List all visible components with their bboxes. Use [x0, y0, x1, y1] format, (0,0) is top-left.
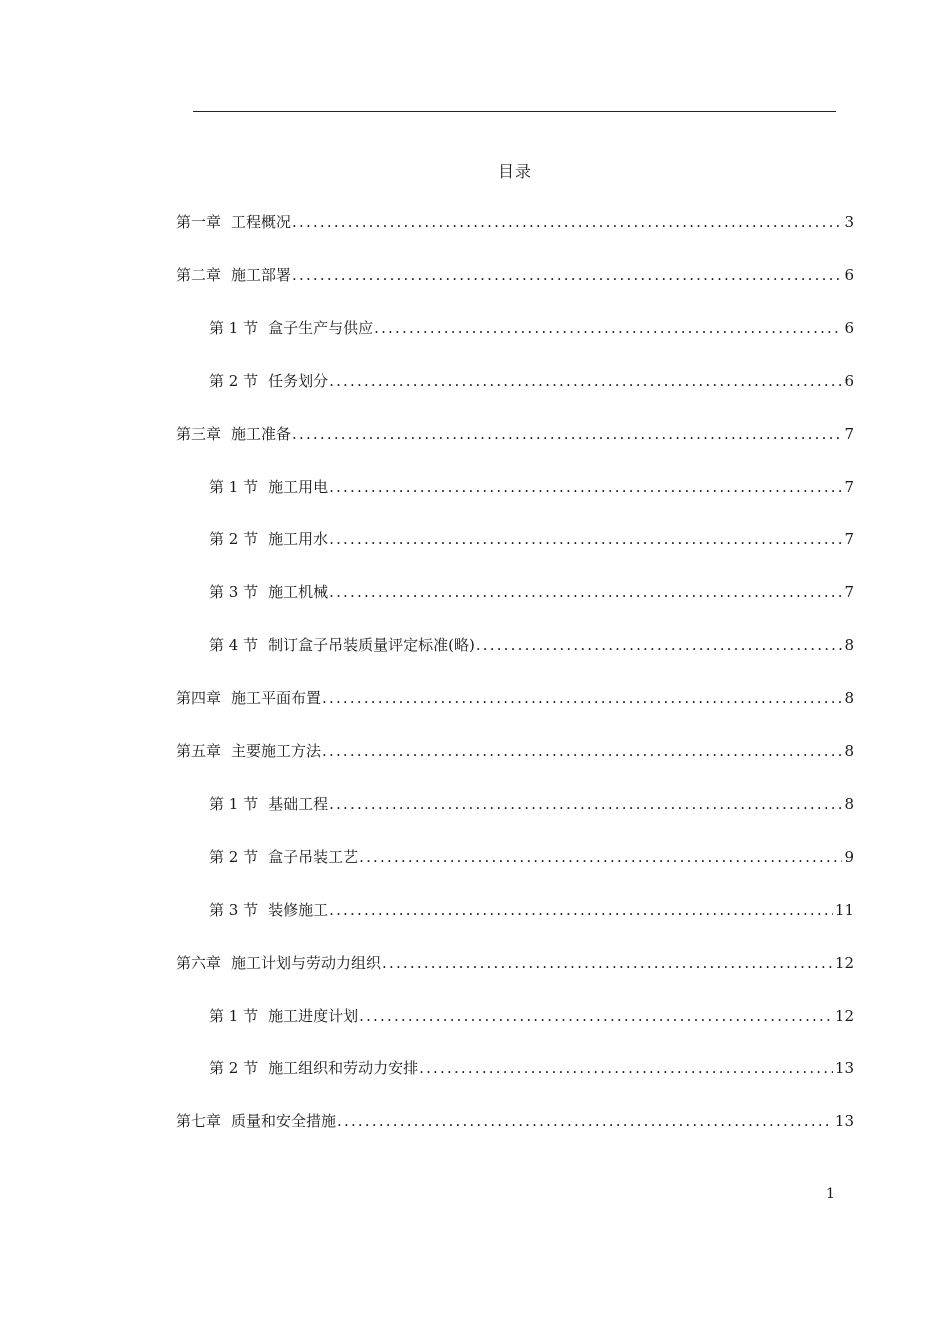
- toc-entry-title: 基础工程: [268, 795, 329, 813]
- toc-entry-label: [176, 265, 291, 285]
- toc-dot-leader: [374, 318, 842, 338]
- toc-entry-number: 第五章: [176, 742, 222, 760]
- toc-entry[interactable]: [176, 1111, 854, 1131]
- toc-entry-page: 8: [844, 636, 854, 654]
- toc-dot-leader: [337, 1111, 833, 1131]
- toc-entry-number: 第一章: [176, 213, 222, 231]
- toc-entry-page: 8: [844, 795, 854, 813]
- toc-entry-page: 8: [844, 742, 854, 760]
- toc-entry-page: 3: [844, 213, 854, 231]
- toc-entry-title: 施工平面布置: [231, 689, 322, 707]
- toc-entry-label: [209, 1058, 418, 1078]
- toc-entry-label: [209, 1006, 358, 1026]
- toc-entry-number: 第 4 节: [209, 636, 259, 654]
- toc-entry-page: 6: [844, 319, 854, 337]
- toc-dot-leader: [329, 529, 842, 549]
- toc-entry-page: 12: [834, 954, 854, 972]
- toc-dot-leader: [292, 265, 842, 285]
- toc-dot-leader: [419, 1058, 833, 1078]
- toc-entry-page: 6: [844, 372, 854, 390]
- toc-entry-title: 施工组织和劳动力安排: [268, 1059, 419, 1077]
- toc-entry-number: 第 3 节: [209, 901, 259, 919]
- toc-entry-page: 12: [834, 1007, 854, 1025]
- toc-entry-page: 7: [844, 583, 854, 601]
- toc-entry-title: 装修施工: [268, 901, 329, 919]
- toc-entry-label: [176, 741, 321, 761]
- toc-entry-title: 施工计划与劳动力组织: [231, 954, 382, 972]
- toc-entry[interactable]: [209, 900, 854, 920]
- toc-entry-label: [209, 371, 328, 391]
- toc-dot-leader: [329, 900, 833, 920]
- toc-entry[interactable]: [209, 847, 854, 867]
- toc-entry-number: 第二章: [176, 266, 222, 284]
- toc-entry[interactable]: [209, 318, 854, 338]
- toc-entry[interactable]: [176, 212, 854, 232]
- toc-entry-title: 施工用水: [268, 530, 329, 548]
- toc-entry[interactable]: [209, 1006, 854, 1026]
- toc-entry-number: 第 1 节: [209, 795, 259, 813]
- toc-entry-number: 第 2 节: [209, 372, 259, 390]
- toc-entry[interactable]: [209, 635, 854, 655]
- toc-entry-page: 9: [844, 848, 854, 866]
- toc-entry-title: 质量和安全措施: [231, 1112, 337, 1130]
- toc-dot-leader: [329, 371, 842, 391]
- toc-dot-leader: [359, 847, 842, 867]
- toc-entry-number: 第 3 节: [209, 583, 259, 601]
- toc-dot-leader: [329, 477, 842, 497]
- toc-entry[interactable]: [176, 741, 854, 761]
- toc-entry-label: [176, 424, 291, 444]
- toc-dot-leader: [329, 582, 842, 602]
- toc-entry-number: 第七章: [176, 1112, 222, 1130]
- toc-entry-title: 主要施工方法: [231, 742, 322, 760]
- toc-entry[interactable]: [209, 529, 854, 549]
- toc-entry-page: 7: [844, 478, 854, 496]
- toc-entry[interactable]: [176, 265, 854, 285]
- toc-entry-label: [209, 635, 475, 655]
- toc-entry-title: 施工用电: [268, 478, 329, 496]
- toc-entry[interactable]: [209, 371, 854, 391]
- toc-entry-number: 第四章: [176, 689, 222, 707]
- toc-entry-label: [209, 318, 373, 338]
- toc-entry[interactable]: [209, 794, 854, 814]
- toc-dot-leader: [292, 212, 842, 232]
- toc-dot-leader: [382, 953, 833, 973]
- toc-entry-label: [176, 212, 291, 232]
- toc-dot-leader: [359, 1006, 833, 1026]
- toc-entry-title: 任务划分: [268, 372, 329, 390]
- toc-entry-title: 盒子吊装工艺: [268, 848, 359, 866]
- toc-entry-label: [209, 900, 328, 920]
- toc-entry-label: [209, 847, 358, 867]
- toc-dot-leader: [322, 741, 842, 761]
- toc-entry-label: [209, 529, 328, 549]
- toc-entry-title: 施工进度计划: [268, 1007, 359, 1025]
- toc-entry-label: [209, 794, 328, 814]
- toc-entry[interactable]: [209, 582, 854, 602]
- toc-entry[interactable]: [209, 477, 854, 497]
- toc-dot-leader: [329, 794, 842, 814]
- toc-entry-title: 制订盒子吊装质量评定标准(略): [268, 636, 475, 654]
- toc-entry-label: [176, 1111, 336, 1131]
- toc-entry-title: 施工机械: [268, 583, 329, 601]
- toc-entry-label: [176, 953, 381, 973]
- toc-entry-number: 第 2 节: [209, 1059, 259, 1077]
- toc-entry-page: 13: [834, 1059, 854, 1077]
- toc-dot-leader: [476, 635, 843, 655]
- toc-dot-leader: [292, 424, 842, 444]
- toc-entry-number: 第六章: [176, 954, 222, 972]
- toc-entry-page: 13: [834, 1112, 854, 1130]
- toc-entry-number: 第 1 节: [209, 478, 259, 496]
- toc-dot-leader: [322, 688, 842, 708]
- toc-entry-page: 7: [844, 530, 854, 548]
- toc-entry[interactable]: [209, 1058, 854, 1078]
- toc-entry-label: [176, 688, 321, 708]
- toc-entry-number: 第三章: [176, 425, 222, 443]
- toc-entry[interactable]: [176, 953, 854, 973]
- toc-entry-page: 7: [844, 425, 854, 443]
- toc-entry-number: 第 1 节: [209, 319, 259, 337]
- toc-entry-page: 8: [844, 689, 854, 707]
- toc-entry-title: 工程概况: [231, 213, 292, 231]
- toc-entry-title: 施工部署: [231, 266, 292, 284]
- toc-entry[interactable]: [176, 688, 854, 708]
- toc-entry-page: 6: [844, 266, 854, 284]
- toc-entry-number: 第 2 节: [209, 848, 259, 866]
- toc-entry-number: 第 2 节: [209, 530, 259, 548]
- toc-entry[interactable]: [176, 424, 854, 444]
- toc-entry-title: 施工准备: [231, 425, 292, 443]
- toc-entry-label: [209, 582, 328, 602]
- toc-entry-page: 11: [834, 901, 854, 919]
- toc-entry-title: 盒子生产与供应: [268, 319, 374, 337]
- page-number: 1: [826, 1186, 835, 1202]
- toc-entry-number: 第 1 节: [209, 1007, 259, 1025]
- toc-title: 目录: [497, 162, 532, 181]
- toc-entry-label: [209, 477, 328, 497]
